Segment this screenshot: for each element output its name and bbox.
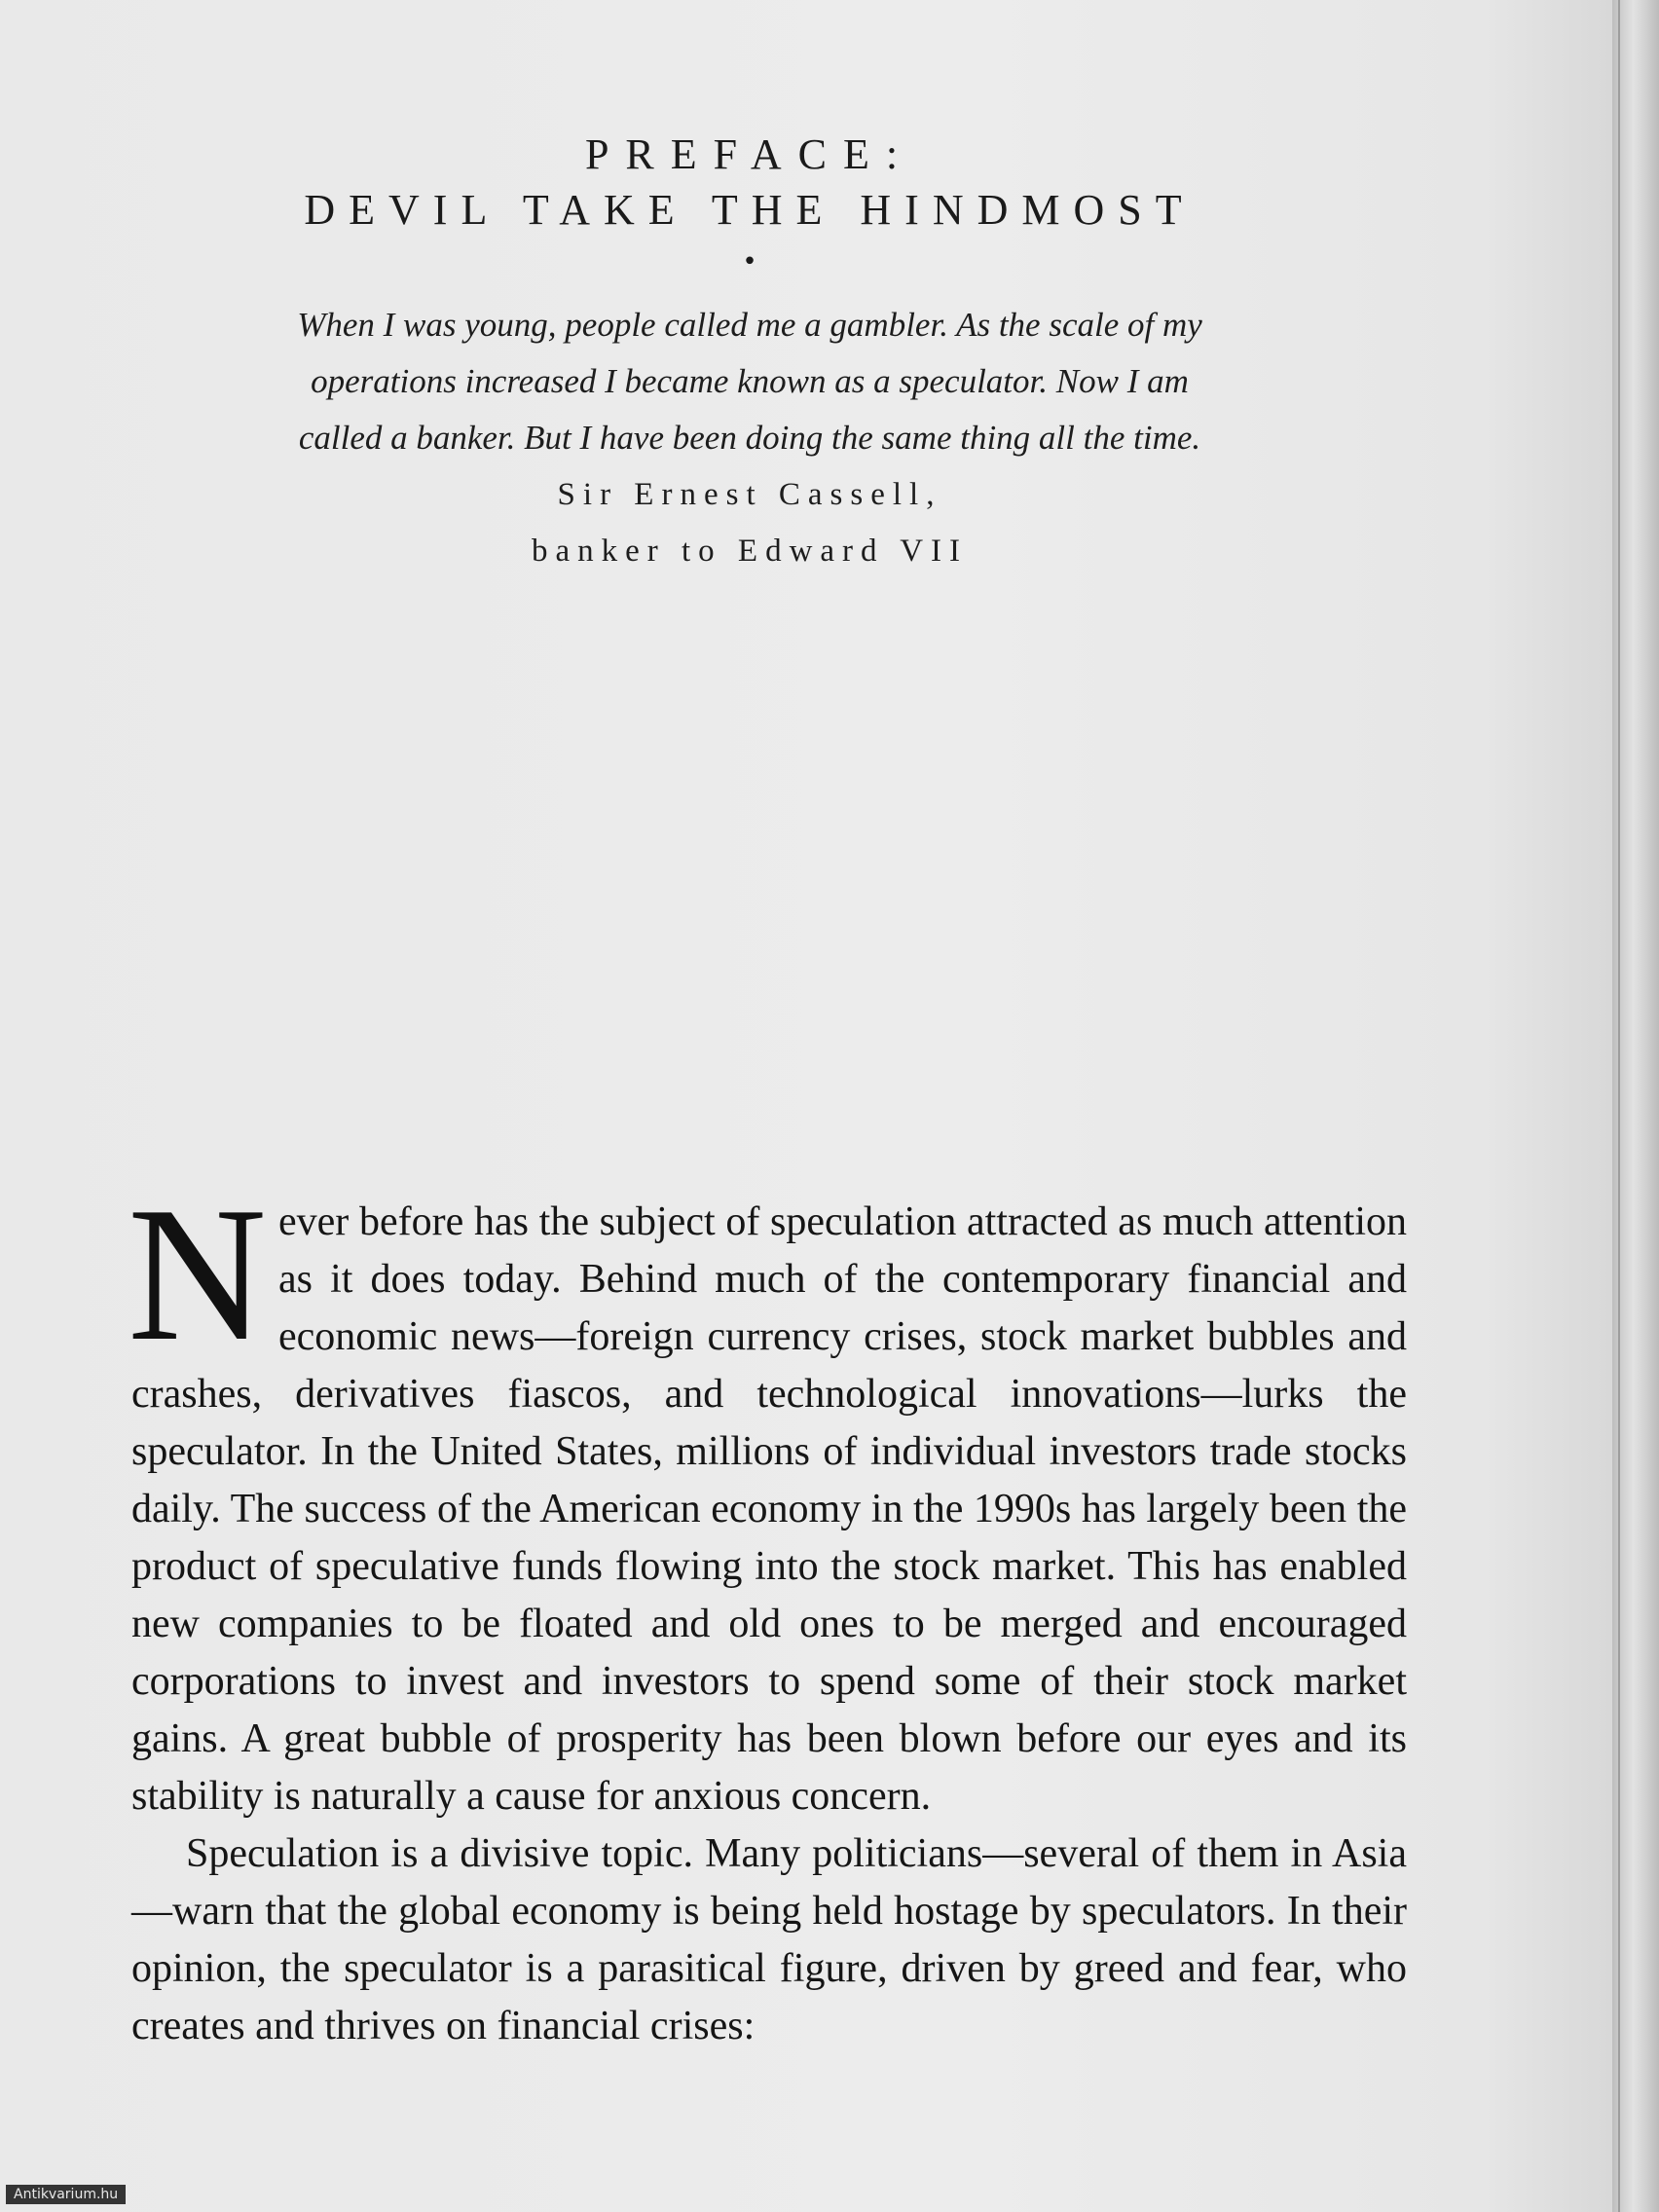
epigraph [224, 297, 1275, 579]
chapter-title: DEVIL TAKE THE HINDMOST [304, 186, 1196, 235]
watermark: Antikvarium.hu [6, 2185, 126, 2204]
chapter-label: PREFACE: [584, 130, 915, 178]
epigraph-line: called a banker. But I have been doing the same thing all the time. [298, 419, 1201, 457]
ornament-bullet: • [742, 247, 757, 277]
epigraph-attribution-name: Sir Ernest Cassell, [557, 477, 942, 512]
epigraph-line: When I was young, people called me a gambler. As the scale of my [297, 306, 1202, 344]
epigraph-attribution-role: banker to Edward VII [531, 534, 969, 569]
page-edge [1612, 0, 1659, 2212]
body-text [128, 1167, 1407, 2055]
paragraph: Speculation is a divisive topic. Many politicians—several of them in Asia—warn that the global economy is being held hostage by speculators. In their opinion, the speculator is a parasitical figure, driven by greed and fear, who creates and thrives on financial crises: [131, 1831, 1407, 2048]
drop-cap: N [128, 1167, 267, 1381]
epigraph-line: operations increased I became known as a speculator. Now I am [311, 362, 1189, 400]
paragraph-text: ever before has the subject of speculation attracted as much attention as it does today. Behind much of the contemporary financial and economic news—foreign currency crises, stock market bubbles and crashes, derivatives fiascos, and technological innovations—lurks the speculator. In the United States, millions of individual investors trade stocks daily. The success of the American economy in the 1990s has largely been the product of speculative funds flowing into the stock market. This has enabled new companies to be floated and old ones to be merged and encouraged corporations to invest and investors to spend some of their stock market gains. A great bubble of prosperity has been blown before our eyes and its stability is naturally a cause for anxious concern. [131, 1199, 1407, 1819]
chapter-heading [175, 127, 1324, 275]
paragraph [128, 1167, 1407, 1825]
